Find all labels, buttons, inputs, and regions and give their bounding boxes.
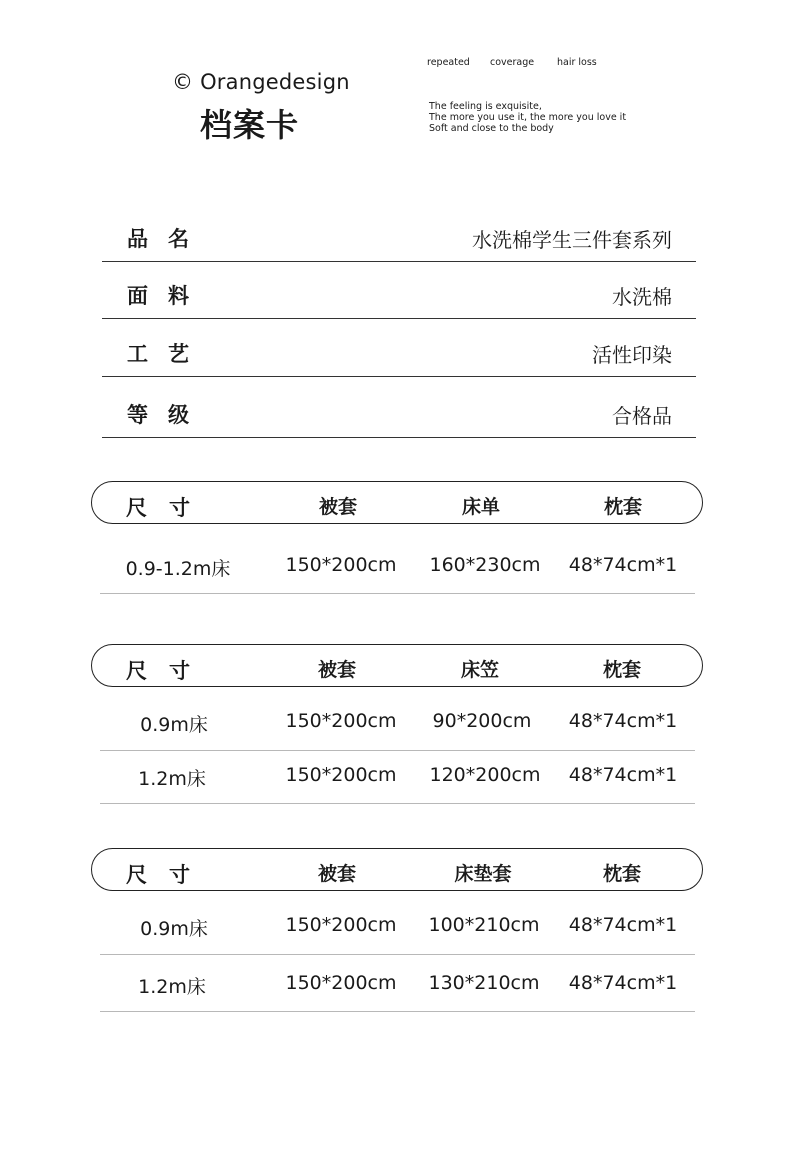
table-cell: 48*74cm*1 xyxy=(568,554,678,576)
table-header-cell: 枕套 xyxy=(602,659,642,681)
table-header-cell: 床笠 xyxy=(460,659,500,681)
size-table-header xyxy=(91,848,703,891)
info-label: 面料 xyxy=(127,284,209,308)
tagline-line: The feeling is exquisite, xyxy=(429,101,542,112)
table-cell: 120*200cm xyxy=(429,764,541,786)
tagline-line: The more you use it, the more you love it xyxy=(429,112,627,123)
table-cell: 0.9m床 xyxy=(140,918,208,940)
info-label: 工艺 xyxy=(127,342,209,366)
table-cell: 1.2m床 xyxy=(138,976,206,998)
table-header-cell: 枕套 xyxy=(603,496,643,518)
table-cell: 160*230cm xyxy=(429,554,541,576)
table-row xyxy=(100,902,695,955)
info-value: 水洗棉学生三件套系列 xyxy=(472,228,672,252)
tagline-line: Soft and close to the body xyxy=(429,123,554,134)
table-cell: 48*74cm*1 xyxy=(568,914,678,936)
table-cell: 0.9-1.2m床 xyxy=(125,558,231,580)
page-title: 档案卡 xyxy=(200,106,300,144)
table-header-cell: 被套 xyxy=(317,659,357,681)
table-cell: 150*200cm xyxy=(285,554,397,576)
table-header-cell: 尺寸 xyxy=(126,659,212,683)
info-row-grade xyxy=(102,380,696,438)
table-cell: 100*210cm xyxy=(428,914,540,936)
table-header-cell: 被套 xyxy=(317,863,357,885)
table-cell: 48*74cm*1 xyxy=(568,764,678,786)
table-cell: 0.9m床 xyxy=(140,714,208,736)
table-row xyxy=(100,955,695,1012)
table-cell: 150*200cm xyxy=(285,972,397,994)
info-label: 品名 xyxy=(127,227,209,251)
table-cell: 150*200cm xyxy=(285,710,397,732)
table-header-cell: 枕套 xyxy=(602,863,642,885)
tag-item: hair loss xyxy=(557,57,597,68)
table-header-cell: 床垫套 xyxy=(454,863,512,885)
size-table-header xyxy=(91,481,703,524)
tag-item: coverage xyxy=(490,57,535,68)
tagline xyxy=(429,101,626,134)
info-row-process xyxy=(102,319,696,377)
table-header-cell: 被套 xyxy=(318,496,358,518)
info-value: 水洗棉 xyxy=(612,285,672,309)
info-row-fabric xyxy=(102,261,696,319)
table-row xyxy=(100,698,695,751)
table-cell: 150*200cm xyxy=(285,764,397,786)
info-value: 活性印染 xyxy=(592,343,672,367)
brand-name: © Orangedesign xyxy=(172,70,350,94)
table-header-cell: 尺寸 xyxy=(126,496,212,520)
table-row xyxy=(100,540,695,594)
table-row xyxy=(100,751,695,804)
info-label: 等级 xyxy=(127,403,209,427)
table-cell: 1.2m床 xyxy=(138,768,206,790)
tag-item: repeated xyxy=(427,57,470,68)
table-cell: 130*210cm xyxy=(428,972,540,994)
table-header-cell: 床单 xyxy=(461,496,501,518)
table-header-cell: 尺寸 xyxy=(126,863,212,887)
table-cell: 48*74cm*1 xyxy=(568,972,678,994)
table-cell: 48*74cm*1 xyxy=(568,710,678,732)
info-value: 合格品 xyxy=(612,404,672,428)
info-row-name xyxy=(102,204,696,262)
size-table-header xyxy=(91,644,703,687)
table-cell: 150*200cm xyxy=(285,914,397,936)
table-cell: 90*200cm xyxy=(432,710,532,732)
